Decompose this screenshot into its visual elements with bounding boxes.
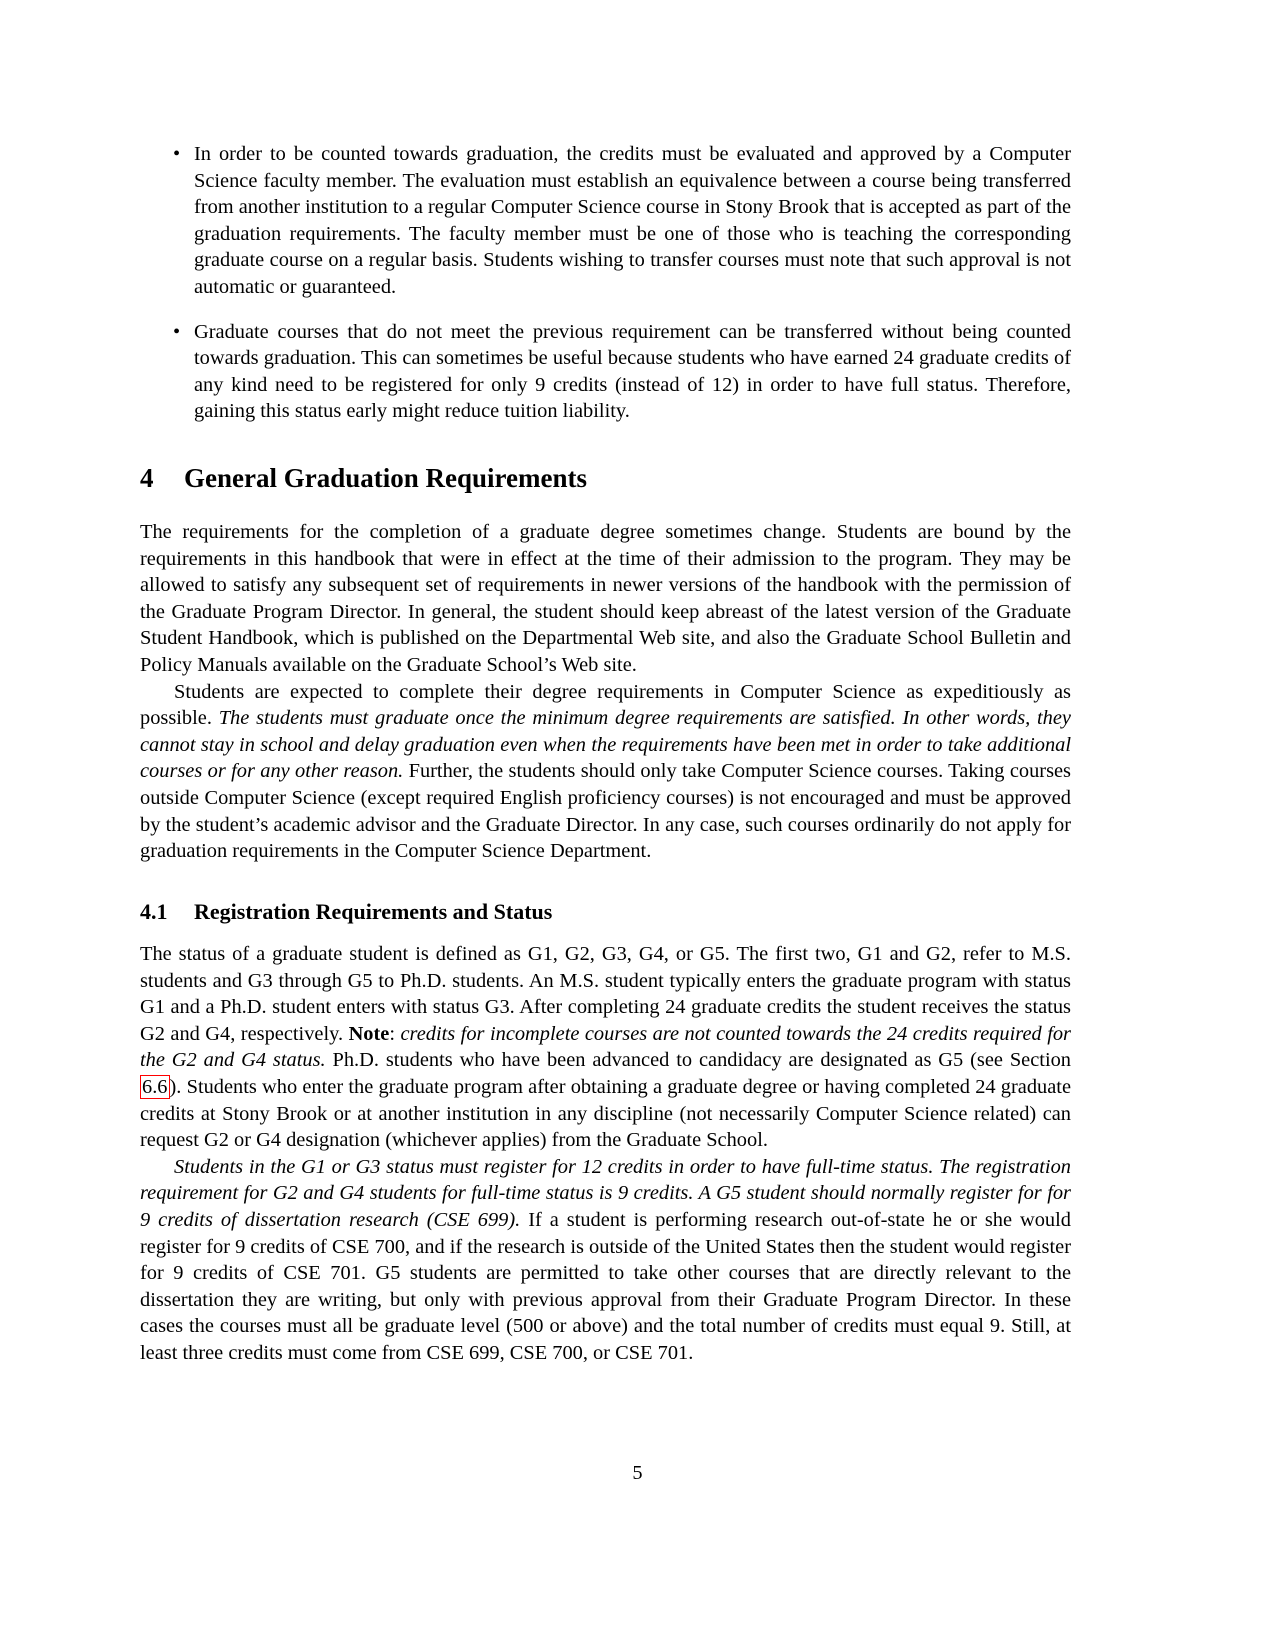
section-4-1-body (140, 941, 1071, 1367)
page-number: 5 (632, 1462, 643, 1484)
paragraph: Students are expected to complete their degree requirements in Computer Science as expeditiously as possible. The students must graduate once the minimum degree requirements are satisfied. In other words, they cannot stay in school and delay graduation even when the requirements have been met in order to take additional courses or for any other reason. Further, the students should only take Computer Science courses. Taking courses outside Computer Science (except required English proficiency courses) is not encouraged and must be approved by the student’s academic advisor and the Graduate Director. In any case, such courses ordinarily do not apply for graduation requirements in the Computer Science Department. (140, 680, 1071, 863)
paragraph: The requirements for the completion of a graduate degree sometimes change. Students are bound by the requirements in this handbook that were in effect at the time of their admission to the program. They may be allowed to satisfy any subsequent set of requirements in newer versions of the handbook with the permission of the Graduate Program Director. In general, the student should keep abreast of the latest version of the Graduate Student Handbook, which is published on the Departmental Web site, and also the Graduate School Bulletin and Policy Manuals available on the Graduate School’s Web site. (140, 521, 1071, 676)
bullet-icon: • (173, 320, 181, 343)
section-4-body (140, 519, 1071, 865)
section-heading: 4 General Graduation Requirements (140, 463, 587, 493)
section-reference-link[interactable]: 6.6 (142, 1075, 168, 1098)
transfer-credit-list (140, 141, 1071, 443)
list-item: • Graduate courses that do not meet the previous requirement can be transferred without being counted towards graduation. This can sometimes be useful because students who have earned 24 graduate credits of any kind need to be registered for only 9 credits (instead of 12) in order to have full status. Therefore, gaining this status early might reduce tuition liability. (173, 320, 1071, 423)
paragraph: Students in the G1 or G3 status must register for 12 credits in order to have full-time status. The registration requirement for G2 and G4 students for full-time status is 9 credits. A G5 student should normally register for for 9 credits of dissertation research (CSE 699). If a student is performing research out-of-state he or she would register for 9 credits of CSE 700, and if the research is outside of the United States then the student would register for 9 credits of CSE 701. G5 students are permitted to take other courses that are directly relevant to the dissertation they are writing, but only with previous approval from their Graduate Program Director. In these cases the courses must all be graduate level (500 or above) and the total number of credits must equal 9. Still, at least three credits must come from CSE 699, CSE 700, or CSE 701. (140, 1155, 1071, 1364)
list-item: • In order to be counted towards graduation, the credits must be evaluated and approved by a Computer Science faculty member. The evaluation must establish an equivalence between a course being transferred from another institution to a regular Computer Science course in Stony Brook that is accepted as part of the graduation requirements. The faculty member must be one of those who is teaching the corresponding graduate course on a regular basis. Students wishing to transfer courses must note that such approval is not automatic or guaranteed. (173, 143, 1071, 298)
subsection-heading: 4.1 Registration Requirements and Status (140, 899, 553, 924)
paragraph: The status of a graduate student is defined as G1, G2, G3, G4, or G5. The first two, G1 and G2, refer to M.S. students and G3 through G5 to Ph.D. students. An M.S. student typically enters the graduate program with status G1 and a Ph.D. student enters with status G3. After completing 24 graduate credits the student receives the status G2 and G4, respectively. Note: credits for incomplete courses are not counted towards the 24 credits required for the G2 and G4 status. Ph.D. students who have been advanced to candidacy are designated as G5 (see Section 6.6). Students who enter the graduate program after obtaining a graduate degree or having completed 24 graduate credits at Stony Brook or at another institution in any discipline (not necessarily Computer Science related) can request G2 or G4 designation (whichever applies) from the Graduate School. (140, 943, 1071, 1152)
bullet-icon: • (173, 143, 181, 165)
